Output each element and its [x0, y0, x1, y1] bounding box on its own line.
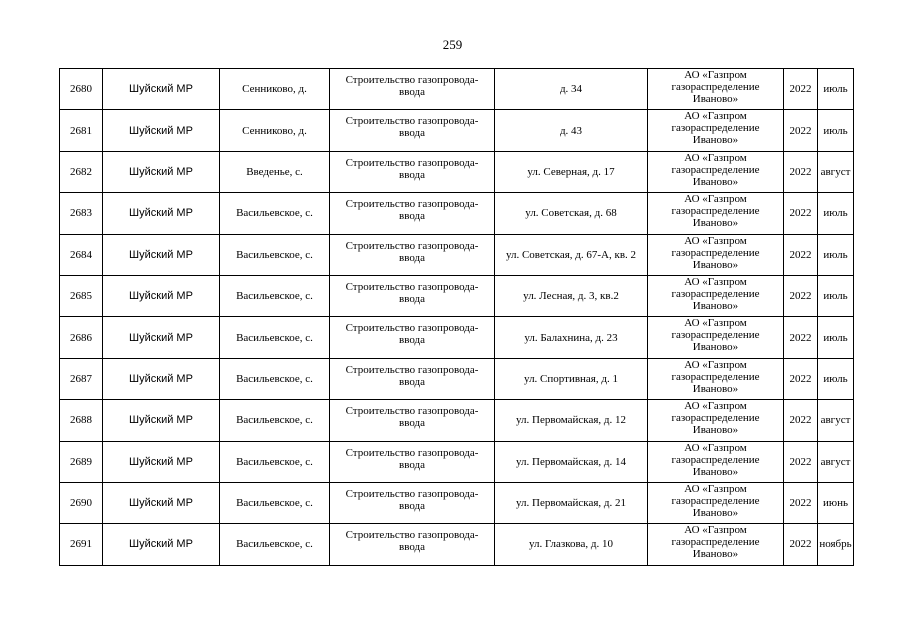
month-cell [818, 482, 854, 523]
month-text: июль [823, 372, 848, 385]
year-text: 2022 [789, 372, 812, 385]
district-text: Шуйский МР [129, 455, 193, 468]
contractor-text: АО «Газпром газораспределение Иваново» [671, 69, 760, 105]
district-text: Шуйский МР [129, 83, 193, 96]
address-text: ул. Лесная, д. 3, кв.2 [523, 290, 619, 303]
locality-cell [220, 110, 330, 151]
year-cell [784, 317, 818, 358]
row-number-cell [60, 110, 103, 151]
locality-text: Сенниково, д. [242, 83, 307, 96]
year-cell [784, 524, 818, 565]
work-type-cell [330, 234, 495, 275]
table-row [60, 69, 854, 110]
month-cell [818, 151, 854, 192]
year-cell [784, 193, 818, 234]
work-type-text: Строительство газопровода- ввода [345, 405, 479, 430]
row-number-text: 2680 [70, 83, 92, 96]
row-number-text: 2687 [70, 372, 92, 385]
work-type-text: Строительство газопровода- ввода [345, 363, 479, 388]
locality-cell [220, 193, 330, 234]
work-type-text: Строительство газопровода- ввода [345, 239, 479, 264]
address-text: ул. Северная, д. 17 [527, 165, 615, 178]
contractor-text: АО «Газпром газораспределение Иваново» [671, 441, 760, 478]
month-cell [818, 110, 854, 151]
contractor-cell [648, 400, 784, 441]
locality-cell [220, 275, 330, 316]
month-cell [818, 234, 854, 275]
month-text: июль [823, 124, 848, 137]
address-cell [495, 441, 648, 482]
month-text: июнь [822, 497, 848, 510]
contractor-text: АО «Газпром газораспределение Иваново» [671, 110, 760, 147]
year-cell [784, 275, 818, 316]
row-number-cell [60, 151, 103, 192]
row-number-cell [60, 441, 103, 482]
address-text: ул. Советская, д. 67-А, кв. 2 [505, 248, 637, 261]
district-text: Шуйский МР [129, 372, 193, 385]
year-cell [784, 482, 818, 523]
work-type-text: Строительство газопровода- ввода [345, 280, 479, 305]
table-row [60, 234, 854, 275]
month-cell [818, 358, 854, 399]
locality-cell [220, 400, 330, 441]
locality-cell [220, 358, 330, 399]
district-cell [103, 441, 220, 482]
address-cell [495, 400, 648, 441]
year-cell [784, 151, 818, 192]
locality-text: Васильевское, с. [236, 331, 313, 344]
address-cell [495, 69, 648, 110]
district-text: Шуйский МР [129, 207, 193, 220]
contractor-cell [648, 317, 784, 358]
district-text: Шуйский МР [129, 165, 193, 178]
year-text: 2022 [789, 455, 812, 468]
work-type-cell [330, 151, 495, 192]
district-cell [103, 110, 220, 151]
contractor-text: АО «Газпром газораспределение Иваново» [671, 400, 760, 437]
contractor-text: АО «Газпром газораспределение Иваново» [671, 151, 760, 188]
locality-text: Васильевское, с. [236, 414, 313, 427]
work-type-text: Строительство газопровода- ввода [345, 529, 479, 554]
work-type-cell [330, 524, 495, 565]
contractor-text: АО «Газпром газораспределение Иваново» [671, 524, 760, 561]
address-text: ул. Советская, д. 68 [525, 207, 617, 220]
row-number-cell [60, 69, 103, 110]
month-text: август [820, 414, 851, 427]
table-body [60, 69, 854, 566]
contractor-cell [648, 482, 784, 523]
locality-text: Сенниково, д. [242, 124, 307, 137]
row-number-cell [60, 482, 103, 523]
address-text: ул. Глазкова, д. 10 [528, 538, 614, 551]
year-text: 2022 [789, 165, 812, 178]
locality-text: Васильевское, с. [236, 248, 313, 261]
month-cell [818, 69, 854, 110]
locality-text: Васильевское, с. [236, 372, 313, 385]
locality-cell [220, 441, 330, 482]
address-cell [495, 193, 648, 234]
year-text: 2022 [789, 248, 812, 261]
month-text: июль [823, 290, 848, 303]
district-cell [103, 317, 220, 358]
work-type-cell [330, 358, 495, 399]
month-cell [818, 275, 854, 316]
contractor-text: АО «Газпром газораспределение Иваново» [671, 234, 760, 271]
locality-text: Васильевское, с. [236, 290, 313, 303]
district-cell [103, 69, 220, 110]
address-cell [495, 234, 648, 275]
month-cell [818, 441, 854, 482]
district-cell [103, 151, 220, 192]
table-row [60, 441, 854, 482]
year-text: 2022 [789, 83, 812, 96]
address-text: ул. Первомайская, д. 14 [516, 455, 626, 468]
locality-cell [220, 234, 330, 275]
district-cell [103, 524, 220, 565]
table-row [60, 275, 854, 316]
year-cell [784, 358, 818, 399]
table-row [60, 400, 854, 441]
district-cell [103, 482, 220, 523]
row-number-text: 2682 [70, 165, 92, 178]
address-cell [495, 358, 648, 399]
month-cell [818, 400, 854, 441]
work-type-text: Строительство газопровода- ввода [345, 198, 479, 223]
locality-text: Васильевское, с. [236, 538, 313, 551]
month-text: август [820, 455, 851, 468]
locality-cell [220, 317, 330, 358]
district-cell [103, 358, 220, 399]
contractor-text: АО «Газпром газораспределение Иваново» [671, 317, 760, 354]
work-type-cell [330, 441, 495, 482]
table-row [60, 358, 854, 399]
contractor-text: АО «Газпром газораспределение Иваново» [671, 358, 760, 395]
district-text: Шуйский МР [129, 538, 193, 551]
row-number-text: 2688 [70, 414, 92, 427]
locality-text: Васильевское, с. [236, 455, 313, 468]
month-cell [818, 193, 854, 234]
row-number-text: 2691 [70, 538, 92, 551]
contractor-cell [648, 151, 784, 192]
locality-text: Васильевское, с. [236, 497, 313, 510]
district-text: Шуйский МР [129, 414, 193, 427]
year-cell [784, 69, 818, 110]
work-type-text: Строительство газопровода- ввода [345, 156, 479, 181]
year-text: 2022 [789, 290, 812, 303]
year-text: 2022 [789, 331, 812, 344]
year-cell [784, 441, 818, 482]
district-text: Шуйский МР [129, 248, 193, 261]
row-number-cell [60, 400, 103, 441]
row-number-text: 2681 [70, 124, 92, 137]
address-text: д. 43 [559, 124, 583, 137]
table-row [60, 110, 854, 151]
district-text: Шуйский МР [129, 124, 193, 137]
row-number-cell [60, 358, 103, 399]
row-number-text: 2689 [70, 455, 92, 468]
work-type-cell [330, 275, 495, 316]
month-cell [818, 524, 854, 565]
table-row [60, 151, 854, 192]
month-text: июль [823, 331, 848, 344]
year-text: 2022 [789, 497, 812, 510]
locality-cell [220, 69, 330, 110]
year-text: 2022 [789, 207, 812, 220]
address-cell [495, 110, 648, 151]
address-text: ул. Балахнина, д. 23 [524, 331, 618, 344]
contractor-text: АО «Газпром газораспределение Иваново» [671, 482, 760, 519]
work-type-text: Строительство газопровода- ввода [345, 115, 479, 140]
contractor-cell [648, 234, 784, 275]
row-number-text: 2685 [70, 290, 92, 303]
address-cell [495, 482, 648, 523]
table-row [60, 524, 854, 565]
row-number-cell [60, 275, 103, 316]
month-cell [818, 317, 854, 358]
row-number-text: 2690 [70, 497, 92, 510]
row-number-cell [60, 234, 103, 275]
district-cell [103, 234, 220, 275]
contractor-cell [648, 275, 784, 316]
gasification-table [59, 68, 854, 566]
table-row [60, 193, 854, 234]
work-type-cell [330, 69, 495, 110]
address-text: д. 34 [559, 83, 583, 96]
month-text: ноябрь [819, 538, 852, 551]
contractor-text: АО «Газпром газораспределение Иваново» [671, 275, 760, 312]
contractor-cell [648, 441, 784, 482]
month-text: июль [823, 83, 848, 96]
row-number-text: 2683 [70, 207, 92, 220]
year-cell [784, 400, 818, 441]
contractor-cell [648, 358, 784, 399]
row-number-cell [60, 317, 103, 358]
row-number-cell [60, 193, 103, 234]
work-type-text: Строительство газопровода- ввода [345, 74, 479, 98]
address-cell [495, 275, 648, 316]
table-row [60, 482, 854, 523]
address-cell [495, 151, 648, 192]
contractor-cell [648, 69, 784, 110]
work-type-cell [330, 193, 495, 234]
district-cell [103, 275, 220, 316]
table-row [60, 317, 854, 358]
month-text: июль [823, 248, 848, 261]
work-type-text: Строительство газопровода- ввода [345, 322, 479, 347]
locality-text: Введенье, с. [246, 165, 303, 178]
work-type-text: Строительство газопровода- ввода [345, 487, 479, 512]
district-text: Шуйский МР [129, 331, 193, 344]
month-text: июль [823, 207, 848, 220]
locality-cell [220, 151, 330, 192]
address-cell [495, 524, 648, 565]
district-cell [103, 400, 220, 441]
month-text: август [820, 165, 851, 178]
year-cell [784, 234, 818, 275]
work-type-cell [330, 482, 495, 523]
year-text: 2022 [789, 538, 812, 551]
contractor-text: АО «Газпром газораспределение Иваново» [671, 193, 760, 230]
work-type-cell [330, 317, 495, 358]
year-text: 2022 [789, 414, 812, 427]
work-type-cell [330, 400, 495, 441]
row-number-text: 2684 [70, 248, 92, 261]
work-type-cell [330, 110, 495, 151]
locality-text: Васильевское, с. [236, 207, 313, 220]
work-type-text: Строительство газопровода- ввода [345, 446, 479, 471]
year-text: 2022 [789, 124, 812, 137]
district-text: Шуйский МР [129, 497, 193, 510]
district-text: Шуйский МР [129, 290, 193, 303]
page-number: 259 [442, 37, 463, 52]
locality-cell [220, 482, 330, 523]
row-number-text: 2686 [70, 331, 92, 344]
locality-cell [220, 524, 330, 565]
address-text: ул. Спортивная, д. 1 [524, 372, 618, 385]
contractor-cell [648, 193, 784, 234]
address-text: ул. Первомайская, д. 21 [516, 497, 626, 510]
contractor-cell [648, 524, 784, 565]
year-cell [784, 110, 818, 151]
address-cell [495, 317, 648, 358]
contractor-cell [648, 110, 784, 151]
row-number-cell [60, 524, 103, 565]
address-text: ул. Первомайская, д. 12 [516, 414, 626, 427]
district-cell [103, 193, 220, 234]
